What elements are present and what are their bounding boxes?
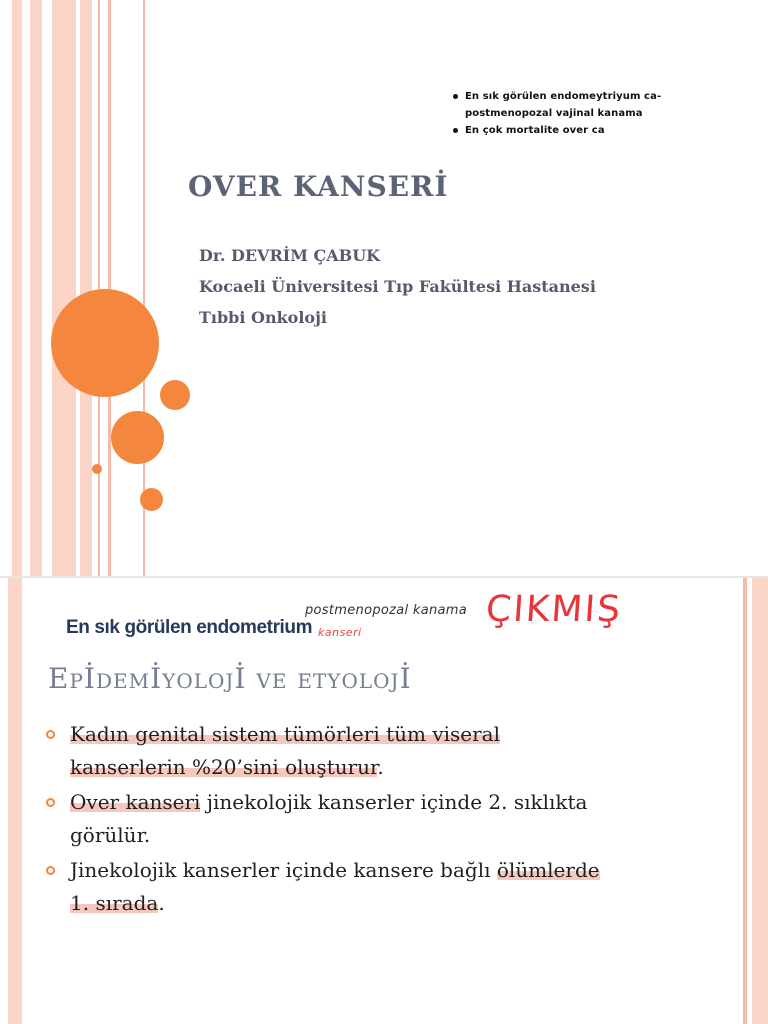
- bullet-icon: [46, 798, 55, 807]
- handwritten-note: [452, 88, 661, 139]
- handwritten-kanseri: kanseri: [318, 626, 362, 639]
- decor-stripe: [80, 0, 92, 576]
- decor-stripe: [30, 0, 42, 576]
- decor-circle: [111, 411, 164, 464]
- bullet-text: [70, 790, 587, 847]
- author-name: Dr. DEVRİM ÇABUK: [199, 246, 381, 265]
- decor-stripe: [12, 0, 22, 576]
- decor-stripe: [98, 0, 100, 576]
- decor-circle: [140, 488, 163, 511]
- bullet-text-part: Kadın genital sistem tümörleri tüm viseral kanserlerin %20’sini oluşturur: [70, 722, 500, 779]
- decor-circle: [160, 380, 190, 410]
- handwritten-postmenopozal: postmenopozal kanama: [305, 603, 467, 618]
- bullet-icon: [46, 866, 55, 875]
- bullet-item: [46, 786, 606, 852]
- decor-stripe: [8, 578, 22, 1024]
- bullet-text-part: ölümlerde 1. sırada: [70, 858, 600, 915]
- department: Tıbbi Onkoloji: [199, 308, 327, 327]
- decor-circle: [51, 289, 159, 397]
- decor-stripe: [752, 578, 768, 1024]
- decor-circle: [92, 464, 102, 474]
- bullet-icon: [46, 730, 55, 739]
- slide-title: OVER KANSERİ: [188, 170, 449, 203]
- bullet-text-part: Jinekolojik kanserler içinde kansere bağlı: [70, 858, 497, 882]
- handnote-line: postmenopozal vajinal kanama: [465, 108, 643, 119]
- handnote-line: En çok mortalite over ca: [452, 122, 661, 139]
- pasted-note-label: En sık görülen endometrium: [66, 617, 313, 638]
- handwritten-cikmis: ÇIKMIŞ: [484, 589, 624, 630]
- bullet-list: [46, 718, 606, 922]
- institution: Kocaeli Üniversitesi Tıp Fakültesi Hastanesi: [199, 277, 596, 296]
- bullet-item: [46, 854, 606, 920]
- bullet-text-part: .: [158, 891, 165, 915]
- decor-stripe: [743, 578, 747, 1024]
- decor-stripe: [52, 0, 76, 576]
- bullet-text: [70, 722, 500, 779]
- bullet-text-part: jinekolojik kanserler içinde 2. sıklıkta görülür.: [70, 790, 588, 847]
- bullet-text-part: Over kanseri: [70, 790, 201, 814]
- bullet-text-part: .: [377, 755, 384, 779]
- bullet-text: [70, 858, 600, 915]
- slide-title-epidemiology: Epİdemİyolojİ ve etyolojİ: [48, 662, 412, 695]
- handnote-line: En sık görülen endomeytriyum ca-: [452, 88, 661, 105]
- decor-stripe: [108, 0, 111, 576]
- bullet-item: [46, 718, 606, 784]
